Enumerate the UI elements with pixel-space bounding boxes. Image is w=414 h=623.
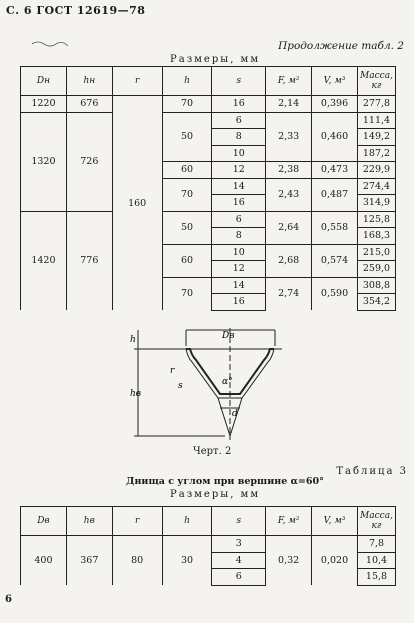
table-cell: 160 <box>112 96 162 311</box>
table-cell: 776 <box>66 211 112 310</box>
table-cell: 10 <box>212 145 266 162</box>
table-cell: 1420 <box>21 211 67 310</box>
figure-caption: Черт. 2 <box>193 446 232 457</box>
table-cell: 0,590 <box>312 277 358 310</box>
table-cell: 149,2 <box>357 129 395 146</box>
column-header: Dв <box>21 507 67 536</box>
table-cell: 60 <box>162 162 212 179</box>
table-3-title: Днища с углом при вершине α=60° <box>126 476 324 487</box>
table-cell: 111,4 <box>357 112 395 129</box>
table-cell: 10 <box>212 244 266 261</box>
cone-bottom-drawing <box>130 328 300 446</box>
table-cell: 16 <box>212 294 266 311</box>
label-h: h <box>130 335 136 345</box>
table-cell: 0,460 <box>312 112 358 162</box>
page-number: 6 <box>5 594 12 605</box>
table-cell: 16 <box>212 195 266 212</box>
column-header: V, м³ <box>312 507 358 536</box>
table-cell: 187,2 <box>357 145 395 162</box>
table-cell: 0,396 <box>312 96 358 113</box>
label-d: d <box>232 409 238 419</box>
table-cell: 400 <box>21 536 67 586</box>
table-cell: 367 <box>66 536 112 586</box>
sizes-caption-3: Размеры, мм <box>170 489 261 500</box>
label-hv: hв <box>130 389 142 399</box>
table-cell: 0,487 <box>312 178 358 211</box>
table-cell: 277,8 <box>357 96 395 113</box>
table-cell: 0,32 <box>266 536 312 586</box>
table-cell: 2,64 <box>266 211 312 244</box>
table-cell: 70 <box>162 178 212 211</box>
table-cell: 215,0 <box>357 244 395 261</box>
table-cell: 274,4 <box>357 178 395 195</box>
table-row <box>21 96 396 113</box>
table-cell: 676 <box>66 96 112 113</box>
table-cell: 2,38 <box>266 162 312 179</box>
table-cell: 259,0 <box>357 261 395 278</box>
column-header: Dн <box>21 67 67 96</box>
table-cell: 3 <box>212 536 266 553</box>
column-header: hв <box>66 507 112 536</box>
page-header: С. 6 ГОСТ 12619—78 <box>6 4 146 17</box>
table-cell: 8 <box>212 129 266 146</box>
table-cell: 50 <box>162 112 212 162</box>
table-cell: 314,9 <box>357 195 395 212</box>
table-cell: 70 <box>162 96 212 113</box>
table-cell: 0,574 <box>312 244 358 277</box>
continuation-label: Продолжение табл. 2 <box>278 40 404 52</box>
column-header: Масса, кг <box>357 67 395 96</box>
table-2 <box>20 66 396 311</box>
table-cell: 50 <box>162 211 212 244</box>
column-header: V, м³ <box>312 67 358 96</box>
column-header: hн <box>66 67 112 96</box>
table-row <box>21 536 396 553</box>
column-header: s <box>212 507 266 536</box>
table-row <box>21 112 396 129</box>
table-cell: 80 <box>112 536 162 586</box>
table-cell: 6 <box>212 112 266 129</box>
table-cell: 2,14 <box>266 96 312 113</box>
table-cell: 30 <box>162 536 212 586</box>
table-cell: 4 <box>212 552 266 569</box>
table-cell: 168,3 <box>357 228 395 245</box>
table-cell: 1220 <box>21 96 67 113</box>
table-cell: 229,9 <box>357 162 395 179</box>
table-cell: 2,33 <box>266 112 312 162</box>
table-cell: 1320 <box>21 112 67 211</box>
table-cell: 70 <box>162 277 212 310</box>
label-s: s <box>178 381 183 391</box>
table-3 <box>20 506 396 586</box>
table-cell: 60 <box>162 244 212 277</box>
table-cell: 726 <box>66 112 112 211</box>
column-header: r <box>112 67 162 96</box>
table-cell: 14 <box>212 277 266 294</box>
table-cell: 8 <box>212 228 266 245</box>
table-cell: 2,68 <box>266 244 312 277</box>
table-cell: 308,8 <box>357 277 395 294</box>
label-r: r <box>170 366 175 376</box>
table-cell: 2,43 <box>266 178 312 211</box>
table-cell: 12 <box>212 162 266 179</box>
table-cell: 6 <box>212 569 266 586</box>
table-cell: 7,8 <box>357 536 395 553</box>
table-cell: 0,558 <box>312 211 358 244</box>
table-cell: 0,020 <box>312 536 358 586</box>
table-cell: 14 <box>212 178 266 195</box>
column-header: Масса, кг <box>357 507 395 536</box>
table-cell: 0,473 <box>312 162 358 179</box>
handwritten-mark <box>30 38 70 50</box>
table-cell: 6 <box>212 211 266 228</box>
label-dv: Dв <box>222 331 235 341</box>
table-row <box>21 211 396 228</box>
sizes-caption: Размеры, мм <box>170 54 261 65</box>
table-cell: 125,8 <box>357 211 395 228</box>
table-cell: 354,2 <box>357 294 395 311</box>
column-header: F, м² <box>266 507 312 536</box>
table-cell: 12 <box>212 261 266 278</box>
label-alpha: α° <box>222 377 233 387</box>
table-3-label: Таблица 3 <box>336 466 408 477</box>
column-header: h <box>162 507 212 536</box>
column-header: h <box>162 67 212 96</box>
column-header: r <box>112 507 162 536</box>
column-header: F, м² <box>266 67 312 96</box>
column-header: s <box>212 67 266 96</box>
table-cell: 15,8 <box>357 569 395 586</box>
table-cell: 2,74 <box>266 277 312 310</box>
table-cell: 10,4 <box>357 552 395 569</box>
table-cell: 16 <box>212 96 266 113</box>
